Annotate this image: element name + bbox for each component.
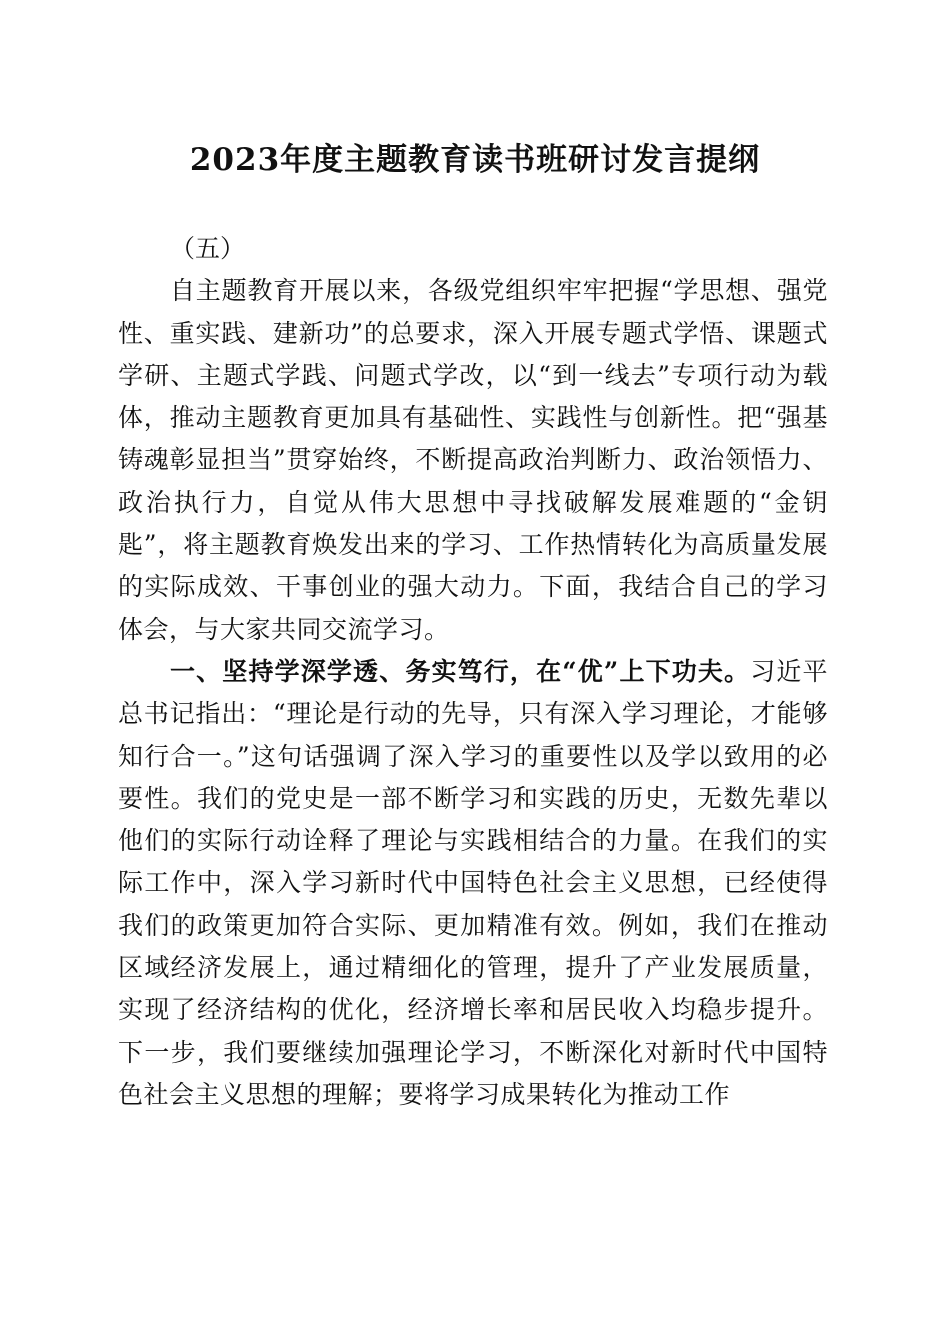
part-label: （五）	[170, 234, 246, 263]
section-1-heading: 一、坚持学深学透、务实笃行，在“优”上下功夫。	[170, 656, 751, 686]
section-1-paragraph	[118, 651, 828, 1116]
section-1-body: 习近平总书记指出：“理论是行动的先导，只有深入学习理论，才能够知行合一。”这句话强调了深入学习的重要性以及学以致用的必要性。我们的党史是一部不断学习和实践的历史，无数先辈以他们的实际行动诠释了理论与实践相结合的力量。在我们的实际工作中，深入学习新时代中国特色社会主义思想，已经使得我们的政策更加符合实际、更加精准有效。例如，我们在推动区域经济发展上，通过精细化的管理，提升了产业发展质量，实现了经济结构的优化，经济增长率和居民收入均稳步提升。下一步，我们要继续加强理论学习，不断深化对新时代中国特色社会主义思想的理解；要将学习成果转化为推动工作	[118, 656, 828, 1109]
intro-paragraph: 自主题教育开展以来，各级党组织牢牢把握“学思想、强党性、重实践、建新功”的总要求，深入开展专题式学悟、课题式学研、主题式学践、问题式学改，以“到一线去”专项行动为载体，推动主题教育更加具有基础性、实践性与创新性。把“强基铸魂彰显担当”贯穿始终，不断提高政治判断力、政治领悟力、政治执行力，自觉从伟大思想中寻找破解发展难题的“金钥匙”，将主题教育焕发出来的学习、工作热情转化为高质量发展的实际成效、干事创业的强大动力。下面，我结合自己的学习体会，与大家共同交流学习。	[118, 276, 828, 644]
document-body	[118, 228, 828, 1116]
document-title: 2023年度主题教育读书班研讨发言提纲	[189, 142, 761, 178]
